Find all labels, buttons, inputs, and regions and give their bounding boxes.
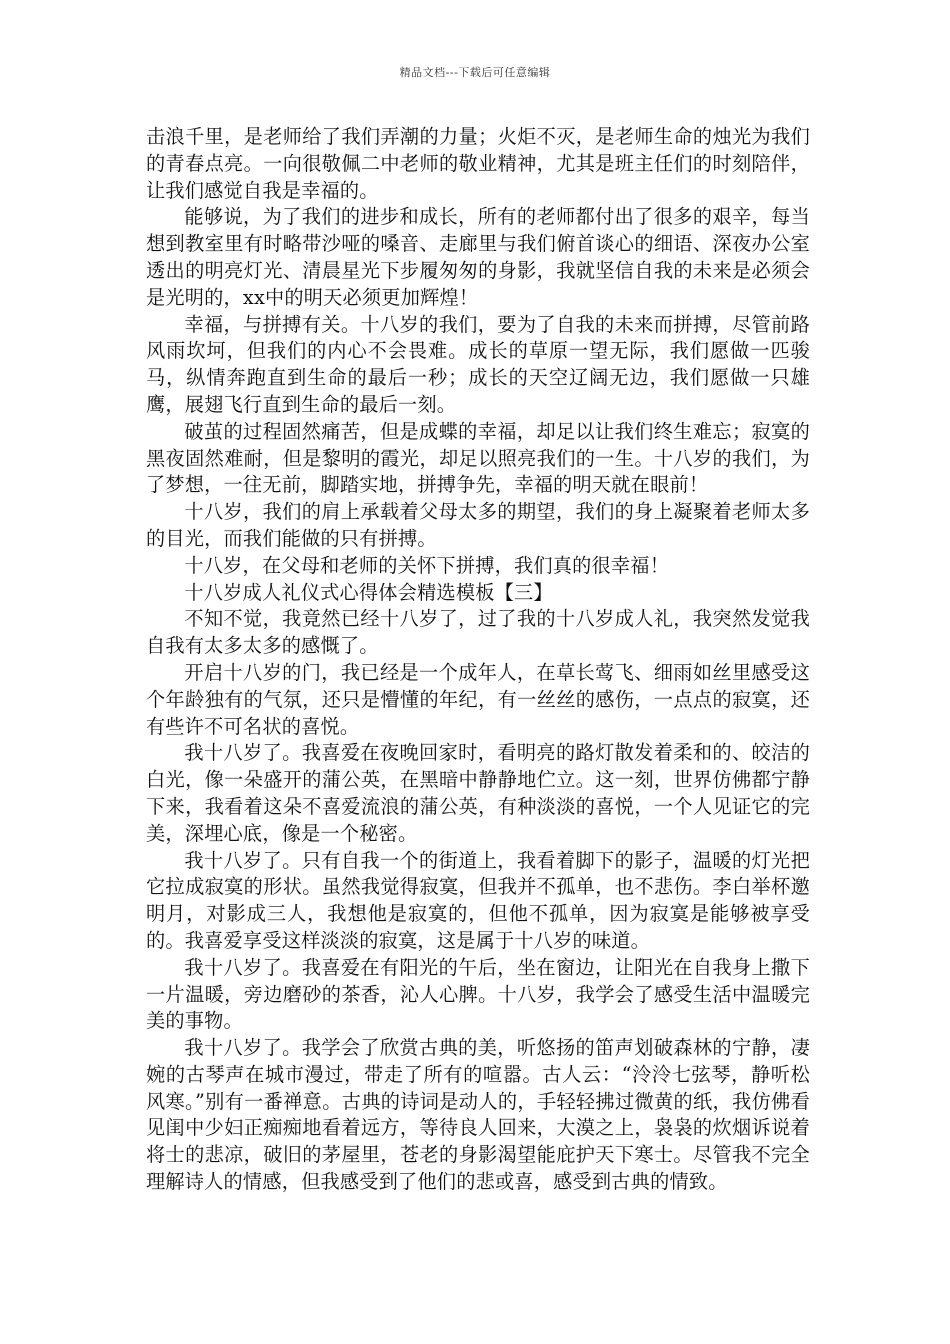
- paragraph: 幸福，与拼搏有关。十八岁的我们，要为了自我的未来而拼搏，尽管前路风雨坎坷，但我们的内心不会畏难。成长的草原一望无际，我们愿做一匹骏马，纵情奔跑直到生命的最后一秒；成长的天空辽阔无边，我们愿做一只雄鹰，展翅飞行直到生命的最后一刻。: [146, 312, 810, 416]
- section-heading: 十八岁成人礼仪式心得体会精选模板【三】: [184, 580, 553, 604]
- paragraph: 我十八岁了。我学会了欣赏古典的美，听悠扬的笛声划破森林的宁静，凄婉的古琴声在城市漫过，带走了所有的喧嚣。古人云：“泠泠七弦琴，静听松风寒。”别有一番禅意。古典的诗词是动人的，手轻轻拂过微黄的纸，我仿佛看见闺中少妇正痴痴地看着远方，等待良人回来，大漠之上，袅袅的炊烟诉说着将士的悲凉，破旧的茅屋里，苍老的身影渴望能庇护天下寒士。尽管我不完全理解诗人的情感，但我感受到了他们的悲或喜，感受到古典的情致。: [146, 1036, 810, 1194]
- paragraph: 我十八岁了。我喜爱在有阳光的午后，坐在窗边，让阳光在自我身上撒下一片温暖，旁边磨砂的茶香，沁人心脾。十八岁，我学会了感受生活中温暖完美的事物。: [146, 955, 810, 1033]
- paragraph: 不知不觉，我竟然已经十八岁了，过了我的十八岁成人礼，我突然发觉我自我有太多太多的感慨了。: [146, 607, 810, 658]
- paragraph: 破茧的过程固然痛苦，但是成蝶的幸福，却足以让我们终生难忘；寂寞的黑夜固然难耐，但是黎明的霞光，却足以照亮我们的一生。十八岁的我们，为了梦想，一往无前，脚踏实地，拼搏争先，幸福的明天就在眼前！: [146, 419, 810, 497]
- page-header-note: 精品文档---下载后可任意编辑: [399, 66, 551, 79]
- paragraph: 我十八岁了。我喜爱在夜晚回家时，看明亮的路灯散发着柔和的、皎洁的白光，像一朵盛开的蒲公英，在黑暗中静静地伫立。这一刻，世界仿佛都宁静下来，我看着这朵不喜爱流浪的蒲公英，有种淡淡的喜悦，一个人见证它的完美，深埋心底，像是一个秘密。: [146, 741, 810, 845]
- paragraph: 我十八岁了。只有自我一个的街道上，我看着脚下的影子，温暖的灯光把它拉成寂寞的形状。虽然我觉得寂寞，但我并不孤单，也不悲伤。李白举杯邀明月，对影成三人，我想他是寂寞的，但他不孤单，因为寂寞是能够被享受的。我喜爱享受这样淡淡的寂寞，这是属于十八岁的味道。: [146, 848, 810, 952]
- paragraph: 十八岁，我们的肩上承载着父母太多的期望，我们的身上凝聚着老师太多的目光，而我们能做的只有拼搏。: [146, 500, 810, 550]
- document-body: [146, 124, 810, 1196]
- paragraph: 开启十八岁的门，我已经是一个成年人，在草长莺飞、细雨如丝里感受这个年龄独有的气氛，还只是懵懂的年纪，有一丝丝的感伤，一点点的寂寞，还有些许不可名状的喜悦。: [146, 660, 810, 738]
- paragraph: 能够说，为了我们的进步和成长，所有的老师都付出了很多的艰辛，每当想到教室里有时略带沙哑的嗓音、走廊里与我们俯首谈心的细语、深夜办公室透出的明亮灯光、清晨星光下步履匆匆的身影，我就坚信自我的未来是必须会是光明的，xx中的明天必须更加辉煌！: [146, 205, 810, 309]
- paragraph: 十八岁，在父母和老师的关怀下拼搏，我们真的很幸福！: [184, 553, 670, 577]
- paragraph: 击浪千里，是老师给了我们弄潮的力量；火炬不灭，是老师生命的烛光为我们的青春点亮。一向很敬佩二中老师的敬业精神，尤其是班主任们的时刻陪伴，让我们感觉自我是幸福的。: [146, 125, 810, 202]
